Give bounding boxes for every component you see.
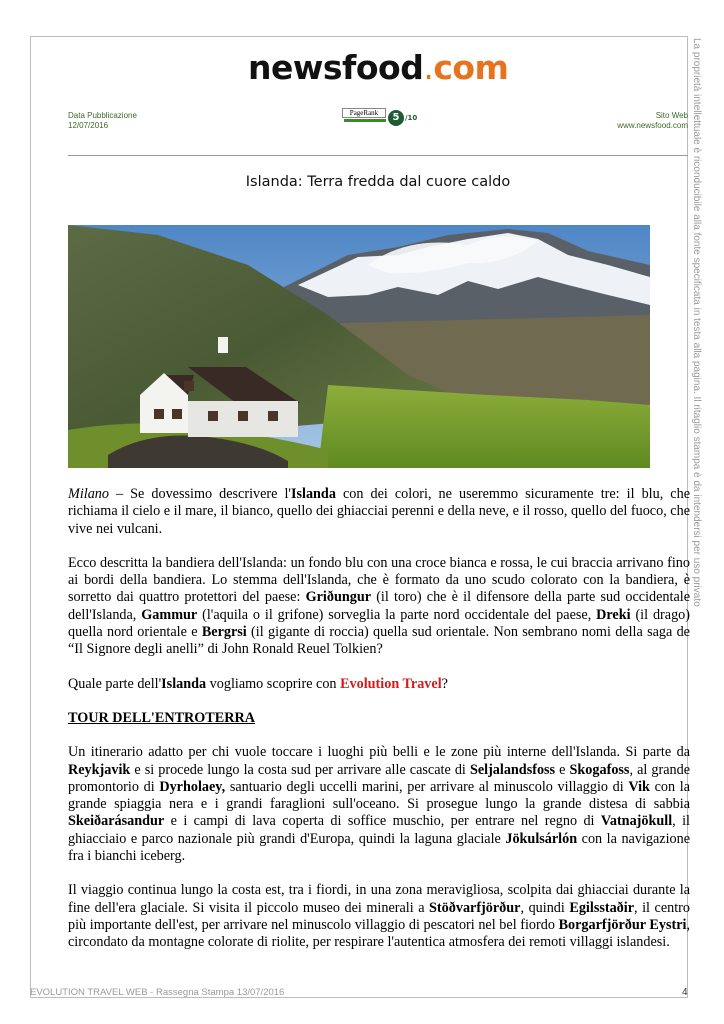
paragraph-question: Quale parte dell'Islanda vogliamo scoprire con Evolution Travel? [68, 675, 448, 692]
footer-text: EVOLUTION TRAVEL WEB - Rassegna Stampa 13/07/2016 [30, 987, 285, 998]
page-number: 4 [682, 987, 688, 998]
paragraph-intro: Milano – Se dovessimo descrivere l'Islanda con dei colori, ne useremmo sicuramente tre: il blu, che richiama il cielo e il mare, il bianco, quello dei ghiacciai perenni e della neve, e il rosso, quello del fuoco, che vive nei vulcani. [68, 486, 690, 537]
publication-date-value: 12/07/2016 [68, 121, 109, 130]
paragraph-itinerary: Un itinerario adatto per chi vuole toccare i luoghi più belli e le zone più interne dell'Islanda. Si parte da Reykjavik e si procede lungo la costa sud per arrivare alle cascate di Seljalandsfoss e Skogafoss, al grande promontorio di Dyrholaey, santuario degli uccelli marini, per arrivare al minuscolo villaggio di Vik con la grande spiaggia nera e i grandi faraglioni sull'oceano. Si prosegue lungo la grande distesa di sabbia Skeiðarásandur e i campi di lava coperta di soffice muschio, per entrare nel regno di Vatnajökull, il ghiacciaio e parco nazionale più grandi d'Europa, quindi la laguna glaciale Jökulsárlón con la navigazione fra i bianchi iceberg. [68, 744, 691, 865]
logo-dot: . [423, 48, 434, 87]
pagerank-badge [342, 108, 420, 130]
newsfood-logo[interactable] [248, 46, 508, 90]
paragraph-east-coast: Il viaggio continua lungo la costa est, tra i fiordi, in una zona meravigliosa, scolpita dai ghiacciai durante la fine dell'era glaciale. Si visita il piccolo museo dei minerali a Stöðvarfjörður, quindi Egilsstaðir, il centro più importante dell'est, per arrivare nel minuscolo villaggio di pescatori nel bel fiordo Borgarfjörður Eystri, circondato da montagne colorate di riolite, per respirare l'autentica atmosfera dei remoti villaggi islandesi. [68, 882, 690, 951]
copyright-side-note [690, 38, 704, 607]
logo-name: newsfood [248, 48, 424, 87]
evolution-travel-link[interactable]: Evolution Travel [340, 675, 442, 692]
header-divider [68, 155, 688, 156]
publication-date-label: Data Pubblicazione [68, 111, 137, 120]
paragraph-flag: Ecco descritta la bandiera dell'Islanda: un fondo blu con una croce bianca e rossa, le cui braccia arrivano fino ai bordi della bandiera. Lo stemma dell'Islanda, che è formato da uno scudo colorato con la bandiera, è sorretto dai quattro protettori del paese: Griðungur (il toro) che è il difensore della parte sud occidentale dell'Islanda, Gammur (l'aquila o il grifone) sorveglia la parte nord occidentale del paese, Dreki (il drago) quella nord orientale e Bergrsi (il gigante di roccia) quella sud orientale. Non sembrano nomi della saga de “Il Signore degli anelli” di John Ronald Reuel Tolkien? [68, 554, 690, 658]
website-info [617, 111, 688, 131]
website-label: Sito Web [655, 111, 688, 120]
article-title: Islanda: Terra fredda dal cuore caldo [245, 174, 511, 190]
logo-tld: com [433, 48, 509, 87]
website-link[interactable]: www.newsfood.com [617, 121, 688, 130]
pagerank-label: PageRank [342, 108, 386, 118]
section-heading-tour: TOUR DELL'ENTROTERRA [68, 709, 255, 726]
pagerank-max: /10 [405, 114, 418, 122]
publication-date [68, 111, 137, 131]
pagerank-value: 5 [388, 110, 404, 126]
copyright-side-note-text: La proprietà intellettuale è riconducibile alla fonte specificata in testa alla pagina. Il ritaglio stampa è da intendersi per uso privato [691, 38, 702, 607]
article-photo [68, 225, 650, 468]
article-body [68, 486, 690, 952]
pagerank-bar [344, 119, 386, 122]
